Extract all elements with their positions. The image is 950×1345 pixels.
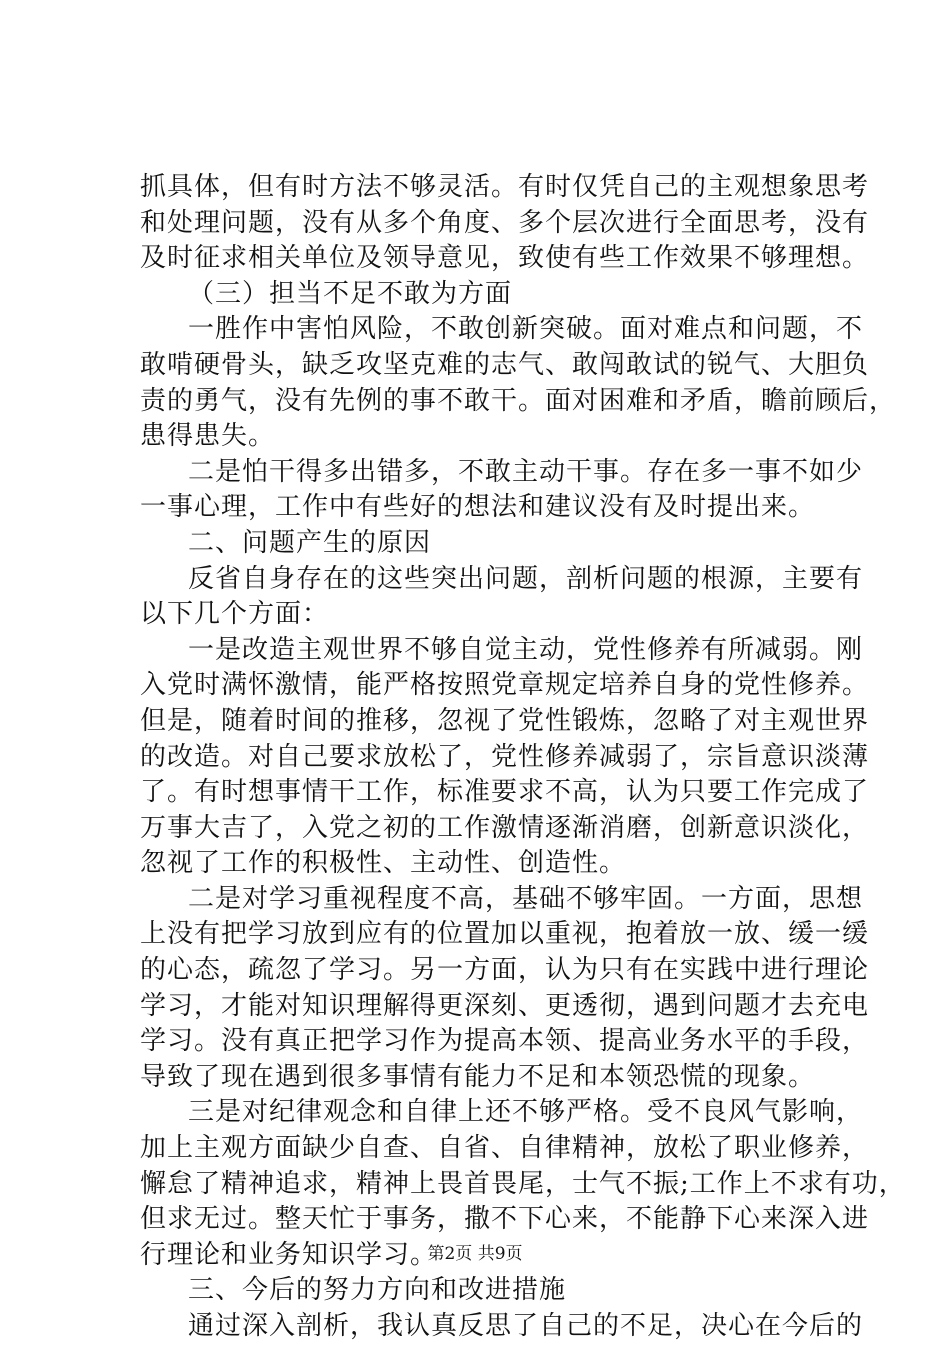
text-line: 一事心理，工作中有些好的想法和建议没有及时提出来。 xyxy=(140,492,816,523)
paragraph-start: 二是对学习重视程度不高，基础不够牢固。一方面，思想 xyxy=(188,883,864,914)
text-line: 责的勇气，没有先例的事不敢干。面对困难和矛盾，瞻前顾后， xyxy=(140,385,897,416)
paragraph-start: 二是怕干得多出错多，不敢主动干事。存在多一事不如少 xyxy=(188,456,864,487)
document-body xyxy=(140,170,906,1345)
text-line: 学习。没有真正把学习作为提高本领、提高业务水平的手段， xyxy=(140,1026,870,1057)
text-line: 万事大吉了，入党之初的工作激情逐渐消磨，创新意识淡化， xyxy=(140,812,870,843)
text-line: 行理论和业务知识学习。 xyxy=(140,1239,438,1270)
text-line: 及时征求相关单位及领导意见，致使有些工作效果不够理想。 xyxy=(140,243,870,274)
paragraph-start: 一是改造主观世界不够自觉主动，党性修养有所减弱。刚 xyxy=(188,634,864,665)
text-line: 的心态，疏忽了学习。另一方面，认为只有在实践中进行理论 xyxy=(140,955,870,986)
text-line: 但是，随着时间的推移，忽视了党性锻炼，忽略了对主观世界 xyxy=(140,705,870,736)
text-line: 敢啃硬骨头，缺乏攻坚克难的志气、敢闯敢试的锐气、大胆负 xyxy=(140,349,870,380)
text-line: 懈怠了精神追求，精神上畏首畏尾，士气不振;工作上不求有功， xyxy=(140,1168,906,1199)
text-line: 学习，才能对知识理解得更深刻、更透彻，遇到问题才去充电 xyxy=(140,990,870,1021)
text-line: 入党时满怀激情，能严格按照党章规定培养自身的党性修养。 xyxy=(140,670,870,701)
section-heading: 二、问题产生的原因 xyxy=(188,527,432,558)
text-line: 以下几个方面： xyxy=(140,599,330,630)
text-line: 上没有把学习放到应有的位置加以重视，抱着放一放、缓一缓 xyxy=(140,919,870,950)
paragraph-start: 三是对纪律观念和自律上还不够严格。受不良风气影响， xyxy=(188,1097,864,1128)
text-line: 了。有时想事情干工作，标准要求不高，认为只要工作完成了 xyxy=(140,777,870,808)
text-line: 忽视了工作的积极性、主动性、创造性。 xyxy=(140,848,627,879)
text-line: 患得患失。 xyxy=(140,421,276,452)
paragraph-start: 反省自身存在的这些突出问题，剖析问题的根源，主要有 xyxy=(188,563,864,594)
section-heading: （三）担当不足不敢为方面 xyxy=(188,278,513,309)
paragraph-start: 一胜作中害怕风险，不敢创新突破。面对难点和问题，不 xyxy=(188,314,864,345)
paragraph-start: 通过深入剖析，我认真反思了自己的不足，决心在今后的 xyxy=(188,1311,864,1341)
text-line: 抓具体，但有时方法不够灵活。有时仅凭自己的主观想象思考 xyxy=(140,172,870,202)
text-line: 加上主观方面缺少自查、自省、自律精神，放松了职业修养， xyxy=(140,1133,870,1164)
text-line: 但求无过。整天忙于事务，撒不下心来，不能静下心来深入进 xyxy=(140,1204,870,1235)
text-line: 的改造。对自己要求放松了，党性修养减弱了，宗旨意识淡薄 xyxy=(140,741,870,772)
section-heading: 三、今后的努力方向和改进措施 xyxy=(188,1275,567,1306)
text-line: 导致了现在遇到很多事情有能力不足和本领恐慌的现象。 xyxy=(140,1061,816,1092)
page-footer: 第2页 共9页 xyxy=(427,1244,523,1264)
text-line: 和处理问题，没有从多个角度、多个层次进行全面思考，没有 xyxy=(140,207,870,238)
